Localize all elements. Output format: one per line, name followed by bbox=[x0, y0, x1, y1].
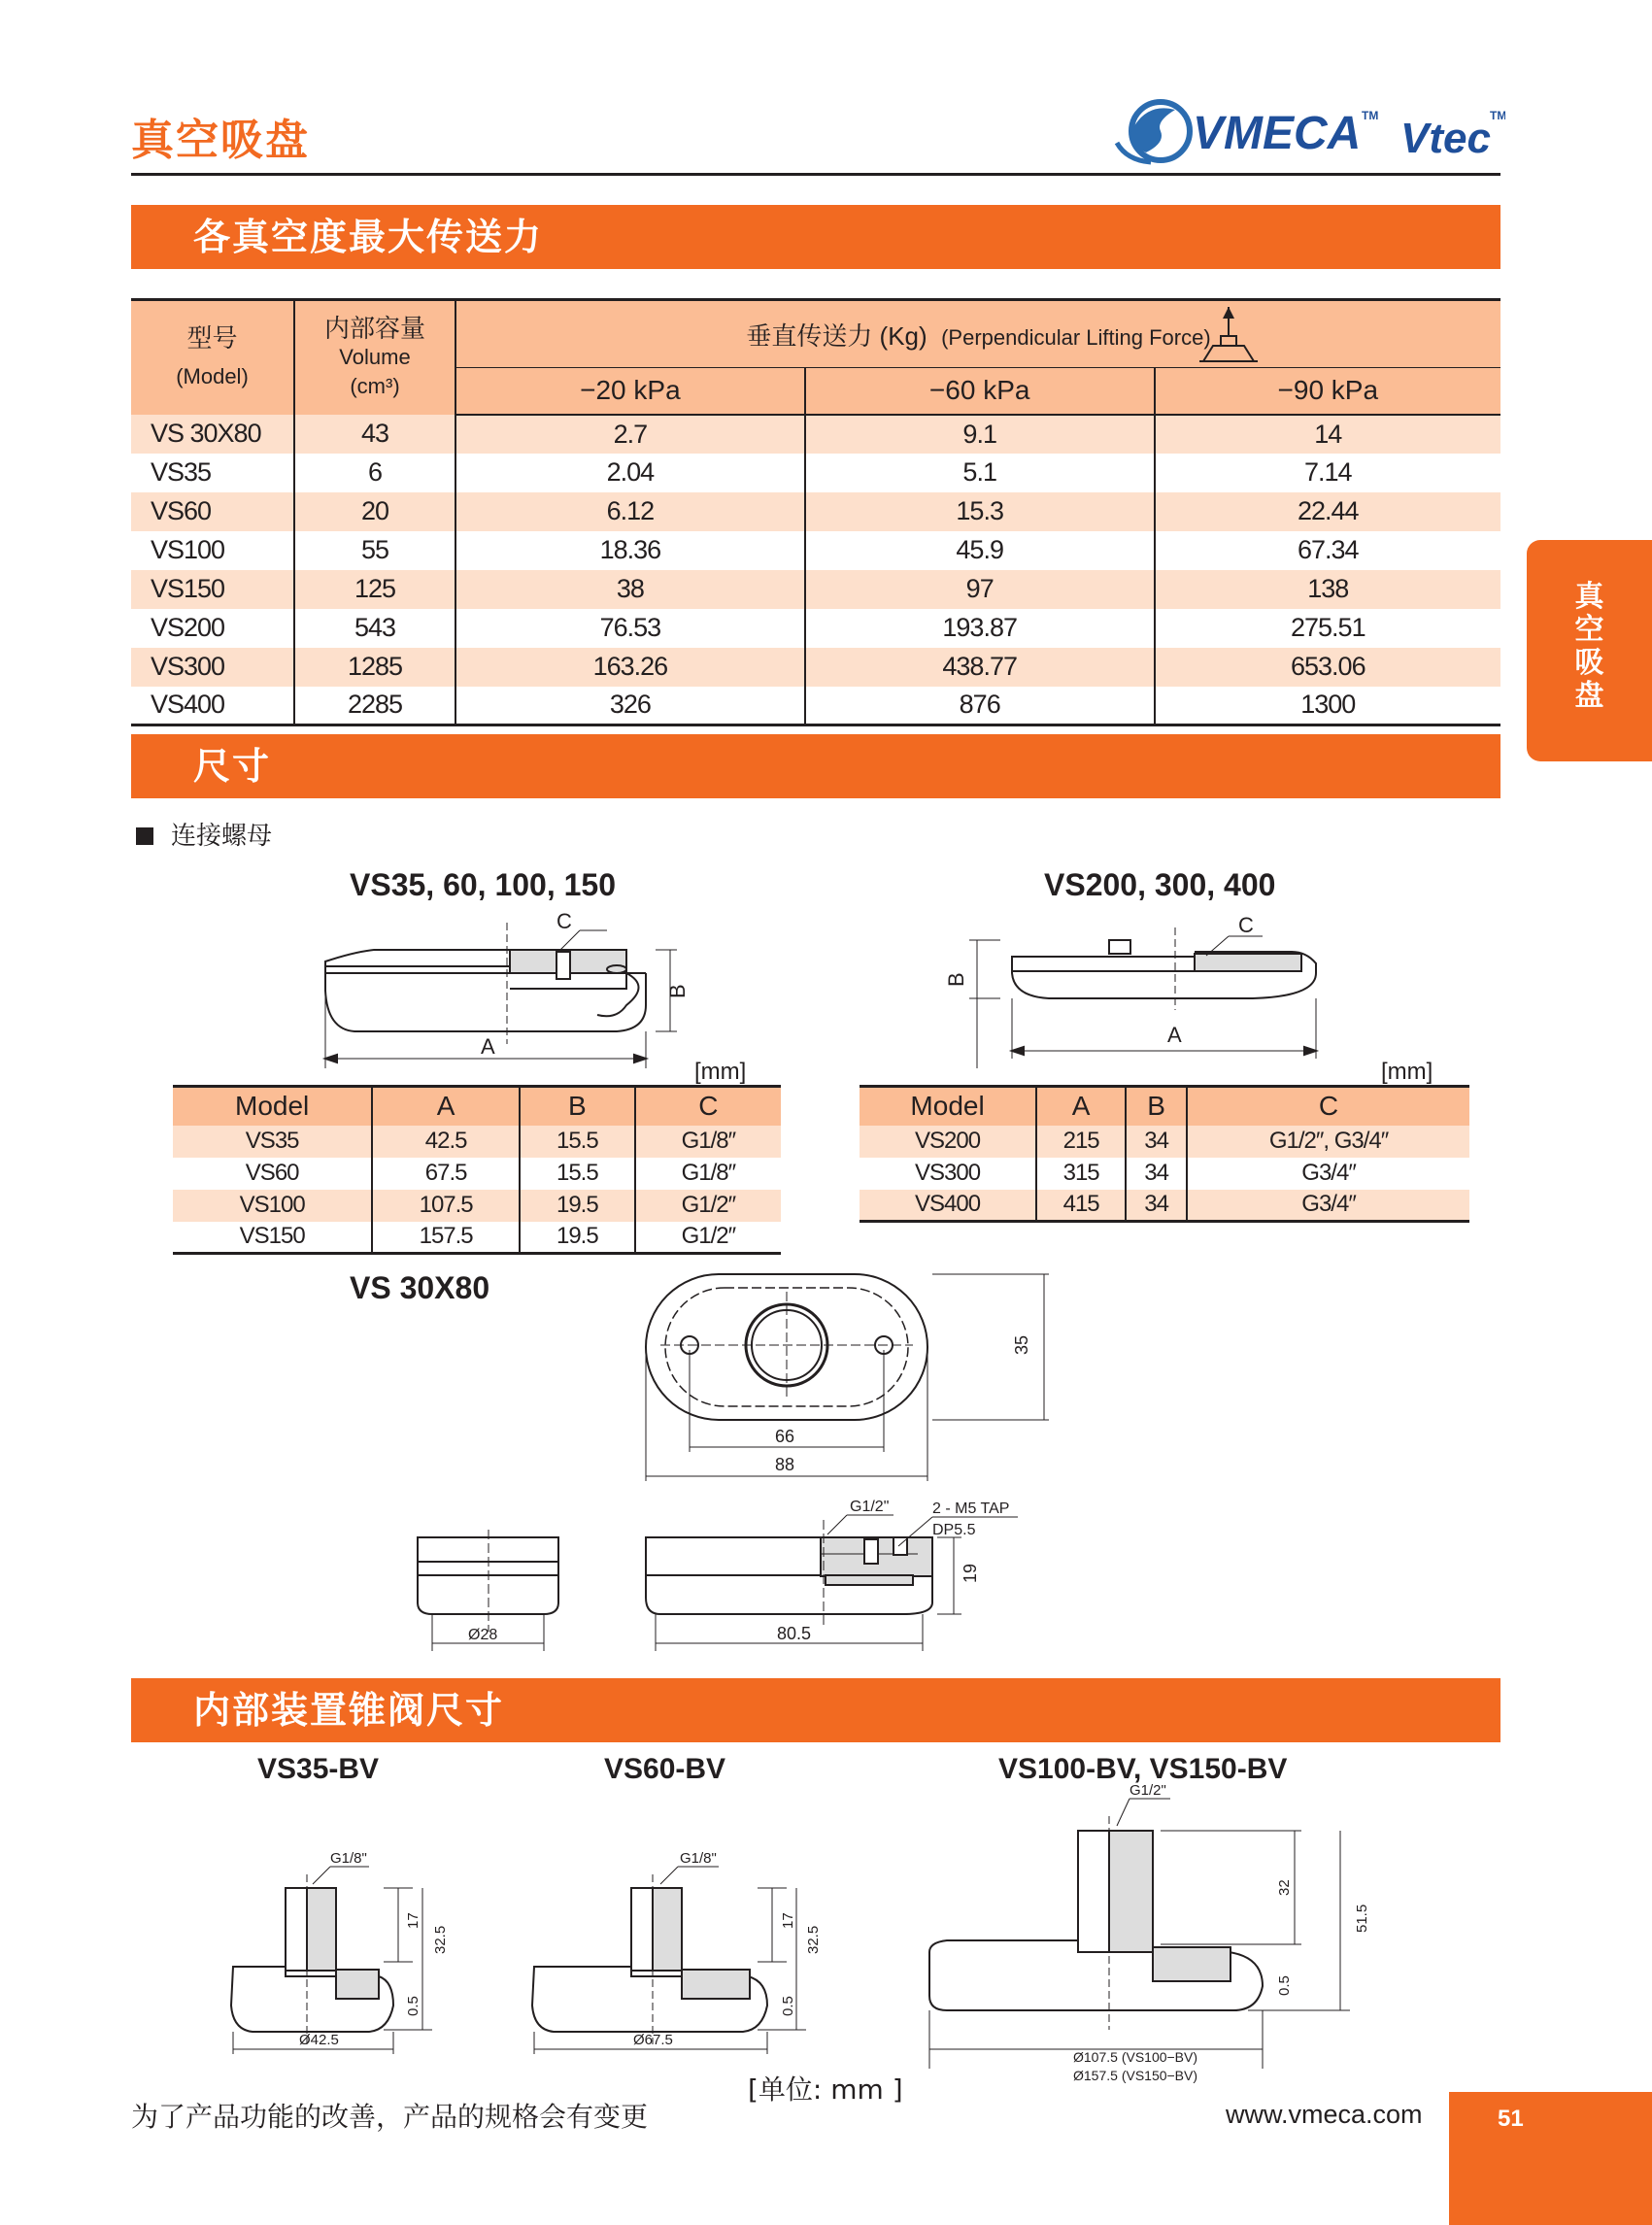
svg-text:80.5: 80.5 bbox=[777, 1624, 812, 1643]
footer-url[interactable]: www.vmeca.com bbox=[1226, 2100, 1423, 2129]
suction-cup-icon bbox=[1197, 305, 1260, 365]
table-row: VS300 315 34 G3/4″ bbox=[860, 1158, 1469, 1190]
figure-title-vs60-bv: VS60-BV bbox=[604, 1753, 726, 1785]
table-row: VS200 215 34 G1/2″, G3/4″ bbox=[860, 1126, 1469, 1158]
footer-note: 为了产品功能的改善，产品的规格会有变更 bbox=[131, 2101, 649, 2133]
svg-text:0.5: 0.5 bbox=[780, 1996, 796, 2016]
svg-text:A: A bbox=[1167, 1023, 1182, 1047]
table-row: VS35 6 2.04 5.1 7.14 bbox=[131, 454, 1500, 492]
svg-text:B: B bbox=[944, 972, 968, 987]
section-title-cone-valve: 内部装置锥阀尺寸 bbox=[131, 1678, 1500, 1742]
table-row: VS300 1285 163.26 438.77 653.06 bbox=[131, 648, 1500, 687]
svg-text:32: 32 bbox=[1276, 1879, 1293, 1896]
figure-title-vs100-bv: VS100-BV, VS150-BV bbox=[998, 1753, 1288, 1785]
figure-title-vs35-bv: VS35-BV bbox=[257, 1753, 380, 1785]
svg-text:Ø42.5: Ø42.5 bbox=[299, 2032, 339, 2048]
svg-text:TM: TM bbox=[1362, 109, 1379, 122]
dim-table-vs200-400: Model A B C VS200 215 34 G1/2″, G3/4″ VS300 315 34 G3/4″ VS400 415 34 G3/4″ bbox=[860, 1085, 1469, 1223]
table-row: VS400 2285 326 876 1300 bbox=[131, 687, 1500, 725]
header-volume: 内部容量 Volume (cm³) bbox=[294, 300, 455, 415]
logo-swirl-icon bbox=[1117, 102, 1190, 162]
figure-title-vs200-400: VS200, 300, 400 bbox=[1044, 867, 1276, 902]
drawing-vs60-bv bbox=[524, 1836, 845, 2059]
svg-text:G1/2": G1/2" bbox=[850, 1499, 890, 1515]
header-20kpa: −20 kPa bbox=[455, 368, 805, 415]
svg-text:0.5: 0.5 bbox=[405, 1996, 421, 2016]
table-row: VS100 55 18.36 45.9 67.34 bbox=[131, 531, 1500, 570]
svg-text:DP5.5: DP5.5 bbox=[932, 1522, 976, 1538]
svg-text:Ø157.5 (VS150−BV): Ø157.5 (VS150−BV) bbox=[1073, 2068, 1198, 2083]
header-model: 型号 (Model) bbox=[131, 300, 294, 415]
svg-text:A: A bbox=[481, 1034, 495, 1059]
svg-text:51.5: 51.5 bbox=[1354, 1904, 1370, 1933]
svg-text:32.5: 32.5 bbox=[805, 1925, 822, 1954]
section-title-lifting-force: 各真空度最大传送力 bbox=[131, 205, 1500, 269]
svg-text:19: 19 bbox=[961, 1563, 980, 1583]
drawing-vs100-bv bbox=[918, 1777, 1413, 2088]
bullet-connection-nut: 连接螺母 bbox=[136, 816, 272, 852]
svg-text:G1/2": G1/2" bbox=[1129, 1782, 1166, 1799]
svg-text:Ø67.5: Ø67.5 bbox=[633, 2032, 673, 2048]
dim-table-vs35-150: Model A B C VS35 42.5 15.5 G1/8″ VS60 67.5 15.5 G1/8″ VS100 107.5 19.5 G1/2″ VS150 157.5 19.5 G1/2″ bbox=[173, 1085, 781, 1255]
drawing-vs35-bv bbox=[223, 1836, 476, 2059]
lifting-force-table bbox=[131, 298, 1500, 726]
table-row: VS60 67.5 15.5 G1/8″ bbox=[173, 1158, 781, 1190]
svg-text:Ø28: Ø28 bbox=[468, 1627, 498, 1643]
unit-note: [单位: mm ] bbox=[748, 2073, 903, 2106]
page-number: 51 bbox=[1449, 2092, 1652, 2225]
header-60kpa: −60 kPa bbox=[805, 368, 1155, 415]
vmeca-logo bbox=[1107, 92, 1505, 170]
table-row: VS100 107.5 19.5 G1/2″ bbox=[173, 1190, 781, 1222]
table-row: VS200 543 76.53 193.87 275.51 bbox=[131, 609, 1500, 648]
table-row: VS150 125 38 97 138 bbox=[131, 570, 1500, 609]
side-tab[interactable]: 真 空 吸 盘 bbox=[1527, 540, 1652, 761]
svg-text:B: B bbox=[665, 984, 690, 998]
section-title-dimensions: 尺寸 bbox=[131, 734, 1500, 798]
drawing-vs30x80 bbox=[408, 1263, 1146, 1661]
table-row: VS150 157.5 19.5 G1/2″ bbox=[173, 1222, 781, 1254]
svg-text:17: 17 bbox=[405, 1912, 421, 1929]
page-title: 真空吸盘 bbox=[131, 116, 310, 165]
svg-text:2 - M5 TAP: 2 - M5 TAP bbox=[932, 1500, 1010, 1517]
table-row: VS60 20 6.12 15.3 22.44 bbox=[131, 492, 1500, 531]
figure-title-vs30x80: VS 30X80 bbox=[350, 1270, 490, 1305]
table-row: VS35 42.5 15.5 G1/8″ bbox=[173, 1126, 781, 1158]
drawing-vs35-150 bbox=[316, 913, 704, 1068]
logo-text-vtec: Vtec bbox=[1400, 115, 1491, 162]
svg-text:C: C bbox=[1238, 913, 1254, 937]
logo-text: VMECA bbox=[1193, 108, 1362, 159]
drawing-vs200-400 bbox=[942, 913, 1350, 1068]
table-row: VS 30X80 43 2.7 9.1 14 bbox=[131, 415, 1500, 454]
header-90kpa: −90 kPa bbox=[1155, 368, 1500, 415]
table-row: VS400 415 34 G3/4″ bbox=[860, 1190, 1469, 1222]
header-lifting-force: 垂直传送力 (Kg) (Perpendicular Lifting Force) bbox=[455, 300, 1500, 368]
svg-text:17: 17 bbox=[780, 1912, 796, 1929]
svg-text:TM: TM bbox=[1490, 109, 1505, 122]
svg-text:32.5: 32.5 bbox=[432, 1925, 449, 1954]
figure-title-vs35-150: VS35, 60, 100, 150 bbox=[350, 867, 616, 902]
svg-text:G1/8": G1/8" bbox=[330, 1850, 367, 1867]
svg-text:G1/8": G1/8" bbox=[680, 1850, 717, 1867]
svg-text:66: 66 bbox=[775, 1427, 795, 1446]
svg-text:Ø107.5 (VS100−BV): Ø107.5 (VS100−BV) bbox=[1073, 2049, 1198, 2065]
svg-text:C: C bbox=[556, 913, 572, 933]
svg-text:88: 88 bbox=[775, 1455, 795, 1474]
svg-text:0.5: 0.5 bbox=[1276, 1975, 1293, 1996]
header-rule bbox=[131, 173, 1500, 176]
svg-text:35: 35 bbox=[1012, 1334, 1031, 1355]
